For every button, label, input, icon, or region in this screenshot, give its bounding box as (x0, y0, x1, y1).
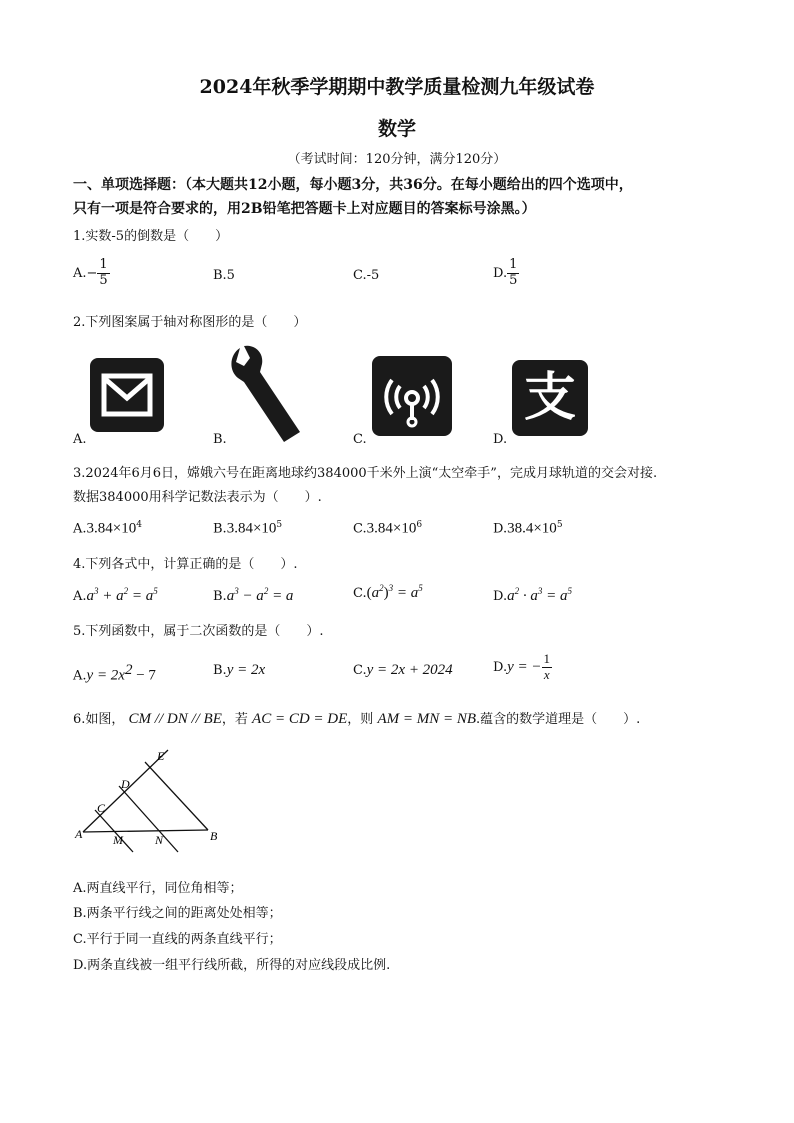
q1-a-numerator: 1 (99, 257, 108, 272)
q1-d-denominator: 5 (509, 272, 518, 288)
wifi-signal-icon (372, 356, 452, 436)
q1-d-numerator: 1 (509, 257, 518, 272)
q5-a-expr: y = 2x (86, 667, 125, 684)
q5-d-expr: y = − (507, 658, 542, 675)
wrench-icon (226, 344, 306, 444)
label-a: A (75, 827, 83, 841)
q3-stem-line2: 数据384000用科学记数法表示为（ ）. (73, 490, 322, 505)
q1-d-fraction (507, 258, 519, 289)
q6-option-d: D.两条直线被一组平行线所截，所得的对应线段成比例. (73, 958, 391, 973)
q4-b-label: B. (213, 589, 227, 604)
q5-b-expr: y = 2x (226, 662, 266, 678)
q4-c-label: C. (353, 586, 367, 601)
q3-a-label: A. (73, 521, 87, 537)
q3-d-base: 38.4×10 (507, 520, 557, 537)
q1-option-c: C.-5 (353, 268, 380, 283)
q1-a-fraction (97, 258, 109, 289)
q2-option-b: B. (213, 432, 227, 447)
q4-option-c (353, 583, 423, 602)
q1-d-prefix: D. (493, 265, 508, 281)
q6-stem-mid2: ，则 (347, 712, 374, 727)
exam-info: （考试时间：120分钟，满分120分） (287, 152, 507, 167)
line-ab (83, 830, 208, 832)
q6-condition-equal-segments: AC = CD = DE (252, 711, 348, 727)
q3-a-exp: 4 (136, 520, 142, 530)
q1-option-b: B.5 (213, 268, 235, 283)
q4-a-label: A. (73, 589, 87, 604)
section-instructions-line1: 一、单项选择题：（本大题共12小题，每小题3分，共36分。在每小题给出的四个选项中， (73, 177, 633, 193)
q5-stem: 5.下列函数中，属于二次函数的是（ ）. (73, 624, 324, 639)
q3-b-base: 3.84×10 (226, 520, 277, 537)
envelope-icon (90, 358, 164, 432)
q5-option-a (73, 662, 156, 684)
q2-option-a: A. (73, 432, 87, 447)
q1-option-d (493, 258, 519, 289)
q3-option-c (353, 520, 422, 537)
q4-c-expr: $(a^2)^3 = a^5$ (366, 583, 423, 601)
q1-option-a (73, 258, 110, 289)
q5-d-label: D. (493, 659, 508, 675)
q6-stem-prefix: 6.如图， (73, 712, 125, 727)
q5-c-expr: y = 2x + 2024 (366, 662, 453, 678)
q3-d-label: D. (493, 521, 508, 537)
q3-c-base: 3.84×10 (366, 520, 417, 537)
q3-option-d (493, 520, 563, 537)
q6-stem (73, 708, 640, 728)
q5-d-fraction (542, 652, 553, 683)
q5-c-label: C. (353, 663, 367, 678)
q5-option-b (213, 662, 265, 679)
q3-b-label: B. (213, 521, 227, 537)
q3-c-label: C. (353, 521, 367, 537)
q1-a-denominator: 5 (99, 272, 108, 288)
q6-condition-parallel: CM // DN // BE (128, 711, 222, 727)
label-e: E (157, 749, 165, 763)
q4-b-expr: $a^3 - a^2 = a$ (226, 586, 294, 604)
q5-b-label: B. (213, 663, 227, 678)
q3-option-b (213, 520, 282, 537)
q4-option-d (493, 586, 572, 605)
q5-d-numerator: 1 (543, 651, 550, 666)
label-m: M (113, 833, 123, 847)
subject-title: 数学 (377, 118, 416, 140)
q5-option-c (353, 662, 453, 679)
q6-stem-mid: ，若 (221, 712, 248, 727)
q5-a-tail: − 7 (132, 667, 156, 684)
q5-a-label: A. (73, 668, 87, 684)
q2-option-c: C. (353, 432, 367, 447)
q3-option-a (73, 520, 142, 537)
q6-option-b: B.两条平行线之间的距离处处相等； (73, 906, 282, 921)
q6-geometry-figure (73, 740, 223, 860)
q4-d-label: D. (493, 589, 508, 604)
q1-a-prefix: A.− (73, 265, 98, 281)
q5-d-denominator: x (543, 666, 550, 682)
q3-c-exp: 6 (416, 520, 423, 530)
q5-option-d (493, 652, 552, 683)
label-b: B (210, 829, 218, 843)
q4-option-a (73, 586, 158, 605)
exam-title: 2024年秋季学期期中教学质量检测九年级试卷 (199, 76, 595, 98)
label-n: N (155, 833, 164, 847)
q3-d-exp: 5 (556, 520, 563, 530)
q3-a-base: 3.84×10 (86, 520, 137, 537)
label-c: C (97, 801, 106, 815)
q6-option-a: A.两直线平行，同位角相等； (73, 881, 243, 896)
q4-option-b (213, 586, 293, 605)
line-dn (119, 786, 178, 852)
q2-stem: 2.下列图案属于轴对称图形的是（ ） (73, 315, 307, 330)
q6-stem-suffix: .蕴含的数学道理是（ ）. (476, 712, 641, 727)
q4-a-expr: $a^3 + a^2 = a^5$ (86, 586, 158, 604)
line-be (145, 762, 208, 830)
q1-stem: 1.实数-5的倒数是（ ） (73, 229, 229, 244)
q6-conclusion: AM = MN = NB (377, 711, 477, 727)
label-d: D (121, 777, 130, 791)
line-ae (83, 750, 168, 832)
q3-stem-line1: 3.2024年6月6日，嫦娥六号在距离地球约384000千米外上演“太空牵手”，完成月球轨道的交会对接. (73, 466, 658, 481)
q4-d-expr: $a^2 \cdot a^3 = a^5$ (507, 586, 572, 604)
q5-a-exp: 2 (124, 662, 133, 678)
q3-b-exp: 5 (276, 520, 283, 530)
q2-option-d: D. (493, 432, 508, 447)
section-instructions-line2: 只有一项是符合要求的，用2B铅笔把答题卡上对应题目的答案标号涂黑。） (73, 201, 536, 217)
q6-option-c: C.平行于同一直线的两条直线平行； (73, 932, 282, 947)
alipay-zhi-icon: 支 (512, 360, 588, 436)
q4-stem: 4.下列各式中，计算正确的是（ ）. (73, 557, 298, 572)
